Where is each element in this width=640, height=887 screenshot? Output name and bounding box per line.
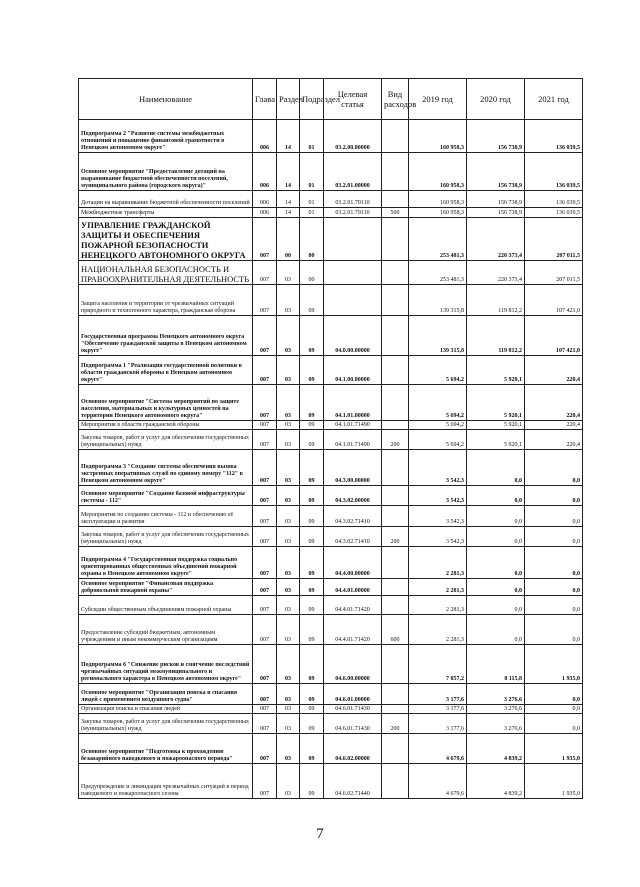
header-chapter: Глава (253, 79, 277, 120)
cell-2021: 220,4 (525, 430, 583, 450)
table-row (79, 218, 583, 261)
cell-2019: 3 177,6 (409, 684, 467, 705)
cell-chapter: 007 (253, 547, 277, 579)
cell-name: Мероприятия по созданию системы - 112 и обеспечению её эксплуатации и развития (79, 506, 253, 527)
cell-name: Защита населения и территории от чрезвычайных ситуаций природного и техногенного характера, гражданская оборона (79, 285, 253, 316)
cell-target: 04.3.02.71410 (324, 527, 382, 547)
table-row (79, 421, 583, 430)
cell-chapter: 007 (253, 579, 277, 596)
cell-section: 03 (277, 596, 300, 615)
cell-2019: 160 958,3 (409, 191, 467, 208)
cell-section: 03 (277, 705, 300, 714)
cell-2021: 1 935,0 (525, 645, 583, 684)
cell-2021: 0,0 (525, 705, 583, 714)
cell-2020: 156 738,9 (467, 153, 525, 191)
cell-2019: 2 281,3 (409, 547, 467, 579)
cell-2020: 0,0 (467, 450, 525, 486)
cell-2019: 160 958,3 (409, 153, 467, 191)
cell-chapter: 007 (253, 615, 277, 645)
header-2021: 2021 год (525, 79, 583, 120)
cell-name: Закупка товаров, работ и услуг для обеспечения государственных (муниципальных) нужд (79, 527, 253, 547)
cell-subsection: 09 (300, 705, 324, 714)
cell-2020: 5 920,1 (467, 430, 525, 450)
cell-2021: 0,0 (525, 506, 583, 527)
cell-name: Предупреждение и ликвидация чрезвычайных ситуаций в период паводкового и пожароопасного сезона (79, 764, 253, 799)
table-row (79, 506, 583, 527)
cell-2019: 139 315,8 (409, 316, 467, 356)
table-row (79, 450, 583, 486)
cell-2020: 5 920,1 (467, 385, 525, 421)
cell-name: Организация поиска и спасания людей (79, 705, 253, 714)
cell-2019: 4 679,6 (409, 734, 467, 764)
cell-name: УПРАВЛЕНИЕ ГРАЖДАНСКОЙ ЗАЩИТЫ И ОБЕСПЕЧЕНИЯ ПОЖАРНОЙ БЕЗОПАСНОСТИ НЕНЕЦКОГО АВТОНОМНОГО ОКРУГА (79, 218, 253, 261)
budget-table (78, 78, 583, 799)
cell-2020: 4 839,2 (467, 734, 525, 764)
page-number: 7 (316, 826, 324, 842)
cell-2021: 1 935,0 (525, 764, 583, 799)
cell-2019: 3 542,3 (409, 450, 467, 486)
table-row (79, 191, 583, 208)
table-row (79, 547, 583, 579)
cell-2020: 119 812,2 (467, 285, 525, 316)
cell-2020: 3 276,6 (467, 684, 525, 705)
header-target: Целевая статья (324, 79, 382, 120)
cell-expense-type (382, 684, 409, 705)
cell-chapter: 006 (253, 208, 277, 218)
cell-section: 03 (277, 430, 300, 450)
cell-name: Основное мероприятие "Система мероприятий по защите населения, материальных и культурных ценностей на территории Ненецкого автономного округа" (79, 385, 253, 421)
cell-2021: 107 421,0 (525, 285, 583, 316)
cell-chapter: 007 (253, 218, 277, 261)
cell-section: 03 (277, 356, 300, 385)
cell-subsection: 01 (300, 120, 324, 153)
cell-subsection: 09 (300, 486, 324, 506)
cell-2019: 3 542,3 (409, 506, 467, 527)
cell-expense-type (382, 285, 409, 316)
cell-target: 04.6.01.00000 (324, 684, 382, 705)
cell-section: 03 (277, 506, 300, 527)
cell-chapter: 006 (253, 153, 277, 191)
cell-subsection: 09 (300, 527, 324, 547)
cell-2021: 0,0 (525, 450, 583, 486)
cell-name: Предоставление субсидий бюджетным, автономным учреждениям и иным некоммерческим организациям (79, 615, 253, 645)
cell-target: 04.4.01.00000 (324, 579, 382, 596)
cell-section: 03 (277, 764, 300, 799)
cell-2021: 220,4 (525, 421, 583, 430)
cell-subsection: 01 (300, 208, 324, 218)
cell-chapter: 007 (253, 261, 277, 285)
cell-name: Дотации на выравнивание бюджетной обеспеченности поселений (79, 191, 253, 208)
cell-chapter: 007 (253, 430, 277, 450)
cell-chapter: 007 (253, 734, 277, 764)
cell-expense-type: 200 (382, 430, 409, 450)
cell-target: 04.6.02.00000 (324, 734, 382, 764)
table-row (79, 285, 583, 316)
cell-name: Основное мероприятие "Организация поиска и спасания людей с применением воздушного судна" (79, 684, 253, 705)
cell-target: 04.1.01.71490 (324, 430, 382, 450)
cell-2020: 3 276,6 (467, 705, 525, 714)
cell-expense-type (382, 356, 409, 385)
cell-2021: 107 421,0 (525, 316, 583, 356)
cell-subsection: 09 (300, 734, 324, 764)
cell-2019: 4 679,6 (409, 764, 467, 799)
table-row (79, 527, 583, 547)
cell-subsection: 01 (300, 191, 324, 208)
table-row (79, 153, 583, 191)
cell-chapter: 007 (253, 527, 277, 547)
cell-expense-type (382, 506, 409, 527)
cell-subsection: 09 (300, 579, 324, 596)
cell-2019: 7 857,2 (409, 645, 467, 684)
cell-2020: 0,0 (467, 615, 525, 645)
header-section: Раздел (277, 79, 300, 120)
table-row (79, 714, 583, 734)
cell-2020: 5 920,1 (467, 356, 525, 385)
cell-2021: 220,4 (525, 385, 583, 421)
cell-subsection: 09 (300, 645, 324, 684)
cell-name: Подпрограмма 3 "Создание системы обеспечения вызова экстренных оперативных служб по единому номеру "112" в Ненецком автономном округе" (79, 450, 253, 486)
cell-target: 04.6.00.00000 (324, 645, 382, 684)
cell-2021: 0,0 (525, 547, 583, 579)
cell-subsection: 09 (300, 615, 324, 645)
cell-target: 04.4.01.71420 (324, 596, 382, 615)
cell-expense-type (382, 764, 409, 799)
cell-section: 03 (277, 385, 300, 421)
table-body (79, 120, 583, 799)
cell-name: Подпрограмма 1 "Реализация государственной политики в области гражданской обороны в Ненецком автономном округе" (79, 356, 253, 385)
cell-subsection: 09 (300, 547, 324, 579)
header-name: Наименование (79, 79, 253, 120)
cell-section: 03 (277, 285, 300, 316)
cell-chapter: 007 (253, 356, 277, 385)
cell-subsection: 09 (300, 430, 324, 450)
cell-chapter: 007 (253, 486, 277, 506)
cell-target (324, 285, 382, 316)
cell-target: 04.4.00.00000 (324, 547, 382, 579)
cell-subsection: 09 (300, 506, 324, 527)
cell-2019: 2 281,3 (409, 596, 467, 615)
cell-chapter: 007 (253, 285, 277, 316)
cell-target: 03.2.01.79110 (324, 191, 382, 208)
cell-section: 14 (277, 120, 300, 153)
cell-2019: 3 542,3 (409, 527, 467, 547)
cell-name: Закупка товаров, работ и услуг для обеспечения государственных (муниципальных) нужд (79, 714, 253, 734)
cell-2020: 0,0 (467, 579, 525, 596)
cell-section: 03 (277, 316, 300, 356)
cell-2021: 0,0 (525, 684, 583, 705)
cell-section: 14 (277, 191, 300, 208)
table-row (79, 208, 583, 218)
cell-2020: 5 920,1 (467, 421, 525, 430)
cell-2021: 1 935,0 (525, 734, 583, 764)
cell-2019: 3 542,3 (409, 486, 467, 506)
table-row (79, 684, 583, 705)
cell-2021: 0,0 (525, 596, 583, 615)
table-row (79, 385, 583, 421)
cell-2021: 136 039,5 (525, 120, 583, 153)
cell-expense-type (382, 645, 409, 684)
cell-2020: 119 812,2 (467, 316, 525, 356)
cell-section: 03 (277, 645, 300, 684)
cell-name: Подпрограмма 4 "Государственная поддержка социально ориентированных общественных объединений пожарной охраны в Ненецком автономном округе" (79, 547, 253, 579)
cell-subsection: 01 (300, 153, 324, 191)
cell-2019: 2 281,3 (409, 615, 467, 645)
cell-target: 03.2.01.79110 (324, 208, 382, 218)
cell-subsection: 09 (300, 316, 324, 356)
cell-chapter: 007 (253, 705, 277, 714)
cell-expense-type: 600 (382, 615, 409, 645)
cell-2019: 139 315,8 (409, 285, 467, 316)
cell-chapter: 006 (253, 120, 277, 153)
cell-expense-type (382, 120, 409, 153)
cell-chapter: 007 (253, 764, 277, 799)
cell-subsection: 09 (300, 385, 324, 421)
cell-chapter: 007 (253, 450, 277, 486)
table-row (79, 734, 583, 764)
cell-2020: 220 373,4 (467, 261, 525, 285)
cell-expense-type (382, 705, 409, 714)
header-2020: 2020 год (467, 79, 525, 120)
cell-2019: 3 177,6 (409, 705, 467, 714)
cell-name: Межбюджетные трансферты (79, 208, 253, 218)
cell-expense-type (382, 191, 409, 208)
table-row (79, 316, 583, 356)
table-row (79, 645, 583, 684)
cell-subsection: 09 (300, 450, 324, 486)
cell-section: 03 (277, 579, 300, 596)
cell-subsection: 09 (300, 421, 324, 430)
cell-2020: 3 276,6 (467, 714, 525, 734)
cell-name: Основное мероприятие "Подготовка к прохождению безаварийного паводкового и пожароопасного периода" (79, 734, 253, 764)
cell-target: 04.1.00.00000 (324, 356, 382, 385)
cell-target: 04.1.01.71490 (324, 421, 382, 430)
cell-chapter: 007 (253, 645, 277, 684)
cell-2021: 136 039,5 (525, 208, 583, 218)
cell-name: Подпрограмма 2 "Развитие системы межбюджетных отношений и повышение финансовой грамотности в Ненецком автономном округе" (79, 120, 253, 153)
cell-section: 03 (277, 547, 300, 579)
header-expense-type: Вид расходов (382, 79, 409, 120)
cell-target (324, 261, 382, 285)
table-row (79, 120, 583, 153)
cell-target: 04.6.01.71430 (324, 714, 382, 734)
cell-subsection: 09 (300, 684, 324, 705)
cell-2020: 0,0 (467, 506, 525, 527)
cell-section: 00 (277, 218, 300, 261)
cell-2021: 207 011,5 (525, 261, 583, 285)
cell-chapter: 007 (253, 421, 277, 430)
cell-expense-type (382, 450, 409, 486)
cell-2019: 253 481,3 (409, 218, 467, 261)
cell-2020: 220 373,4 (467, 218, 525, 261)
cell-2019: 5 694,2 (409, 385, 467, 421)
cell-name: Закупка товаров, работ и услуг для обеспечения государственных (муниципальных) нужд (79, 430, 253, 450)
cell-2020: 0,0 (467, 527, 525, 547)
cell-target (324, 218, 382, 261)
cell-chapter: 007 (253, 316, 277, 356)
cell-expense-type (382, 596, 409, 615)
cell-2020: 156 738,9 (467, 120, 525, 153)
cell-2021: 0,0 (525, 486, 583, 506)
cell-2021: 0,0 (525, 579, 583, 596)
table-row (79, 356, 583, 385)
table-row (79, 486, 583, 506)
cell-2019: 253 481,3 (409, 261, 467, 285)
cell-chapter: 007 (253, 714, 277, 734)
cell-expense-type (382, 385, 409, 421)
cell-2021: 0,0 (525, 714, 583, 734)
cell-expense-type: 500 (382, 208, 409, 218)
cell-expense-type: 200 (382, 527, 409, 547)
cell-target: 04.1.01.00000 (324, 385, 382, 421)
cell-expense-type (382, 486, 409, 506)
cell-2021: 0,0 (525, 527, 583, 547)
cell-target: 04.6.02.71440 (324, 764, 382, 799)
cell-name: Основное мероприятие "Создание базовой инфраструктуры системы - 112" (79, 486, 253, 506)
cell-expense-type (382, 261, 409, 285)
cell-2020: 156 738,9 (467, 208, 525, 218)
cell-2021: 0,0 (525, 615, 583, 645)
cell-expense-type: 200 (382, 714, 409, 734)
cell-subsection: 00 (300, 218, 324, 261)
cell-2020: 0,0 (467, 596, 525, 615)
cell-subsection: 00 (300, 261, 324, 285)
cell-target: 04.4.01.71420 (324, 615, 382, 645)
header-subsection: Подраздел (300, 79, 324, 120)
cell-2019: 3 177,6 (409, 714, 467, 734)
cell-chapter: 007 (253, 506, 277, 527)
cell-2020: 0,0 (467, 547, 525, 579)
table-row (79, 705, 583, 714)
header-row (79, 79, 583, 120)
table-row (79, 615, 583, 645)
cell-expense-type (382, 579, 409, 596)
header-2019: 2019 год (409, 79, 467, 120)
cell-2019: 5 694,2 (409, 356, 467, 385)
cell-name: НАЦИОНАЛЬНАЯ БЕЗОПАСНОСТЬ И ПРАВООХРАНИТЕЛЬНАЯ ДЕЯТЕЛЬНОСТЬ (79, 261, 253, 285)
cell-expense-type (382, 734, 409, 764)
cell-name: Основное мероприятие "Предоставление дотаций на выравнивание бюджетной обеспеченности поселений, муниципального района (городского округа)" (79, 153, 253, 191)
cell-section: 03 (277, 527, 300, 547)
cell-name: Субсидии общественным объединениям пожарной охраны (79, 596, 253, 615)
cell-expense-type (382, 316, 409, 356)
cell-target: 04.0.00.00000 (324, 316, 382, 356)
cell-section: 03 (277, 615, 300, 645)
cell-subsection: 09 (300, 714, 324, 734)
cell-2021: 136 039,5 (525, 191, 583, 208)
cell-subsection: 09 (300, 285, 324, 316)
cell-2020: 0,0 (467, 486, 525, 506)
cell-2020: 4 839,2 (467, 764, 525, 799)
cell-chapter: 006 (253, 191, 277, 208)
cell-expense-type (382, 218, 409, 261)
table-row (79, 261, 583, 285)
cell-name: Мероприятия в области гражданской обороны (79, 421, 253, 430)
cell-2019: 5 694,2 (409, 430, 467, 450)
cell-target: 04.3.00.00000 (324, 450, 382, 486)
cell-2019: 160 958,3 (409, 208, 467, 218)
table-row (79, 430, 583, 450)
cell-expense-type (382, 547, 409, 579)
table-row (79, 579, 583, 596)
cell-target: 03.2.01.00000 (324, 153, 382, 191)
cell-2020: 156 738,9 (467, 191, 525, 208)
cell-section: 03 (277, 261, 300, 285)
cell-section: 03 (277, 486, 300, 506)
cell-target: 03.2.00.00000 (324, 120, 382, 153)
cell-2019: 5 694,2 (409, 421, 467, 430)
cell-2019: 160 958,3 (409, 120, 467, 153)
cell-chapter: 007 (253, 684, 277, 705)
cell-2020: 8 115,8 (467, 645, 525, 684)
cell-section: 14 (277, 208, 300, 218)
cell-section: 03 (277, 450, 300, 486)
cell-section: 03 (277, 684, 300, 705)
cell-section: 03 (277, 734, 300, 764)
cell-expense-type (382, 421, 409, 430)
cell-name: Государственная программа Ненецкого автономного округа "Обеспечение гражданской защиты в Ненецком автономном округе" (79, 316, 253, 356)
cell-chapter: 007 (253, 596, 277, 615)
cell-2021: 207 011,5 (525, 218, 583, 261)
cell-target: 04.6.01.71430 (324, 705, 382, 714)
cell-expense-type (382, 153, 409, 191)
cell-subsection: 09 (300, 596, 324, 615)
cell-section: 14 (277, 153, 300, 191)
table-row (79, 764, 583, 799)
cell-chapter: 007 (253, 385, 277, 421)
cell-section: 03 (277, 714, 300, 734)
cell-2019: 2 281,3 (409, 579, 467, 596)
cell-target: 04.3.02.71410 (324, 506, 382, 527)
cell-subsection: 09 (300, 764, 324, 799)
cell-2021: 220,4 (525, 356, 583, 385)
cell-2021: 136 039,5 (525, 153, 583, 191)
cell-target: 04.3.02.00000 (324, 486, 382, 506)
cell-subsection: 09 (300, 356, 324, 385)
cell-section: 03 (277, 421, 300, 430)
cell-name: Основное мероприятие "Финансовая поддержка добровольной пожарной охраны" (79, 579, 253, 596)
cell-name: Подпрограмма 6 "Снижение рисков и смягчение последствий чрезвычайных ситуаций межмуниципального и регионального характера в Ненецком автономном округе" (79, 645, 253, 684)
table-row (79, 596, 583, 615)
